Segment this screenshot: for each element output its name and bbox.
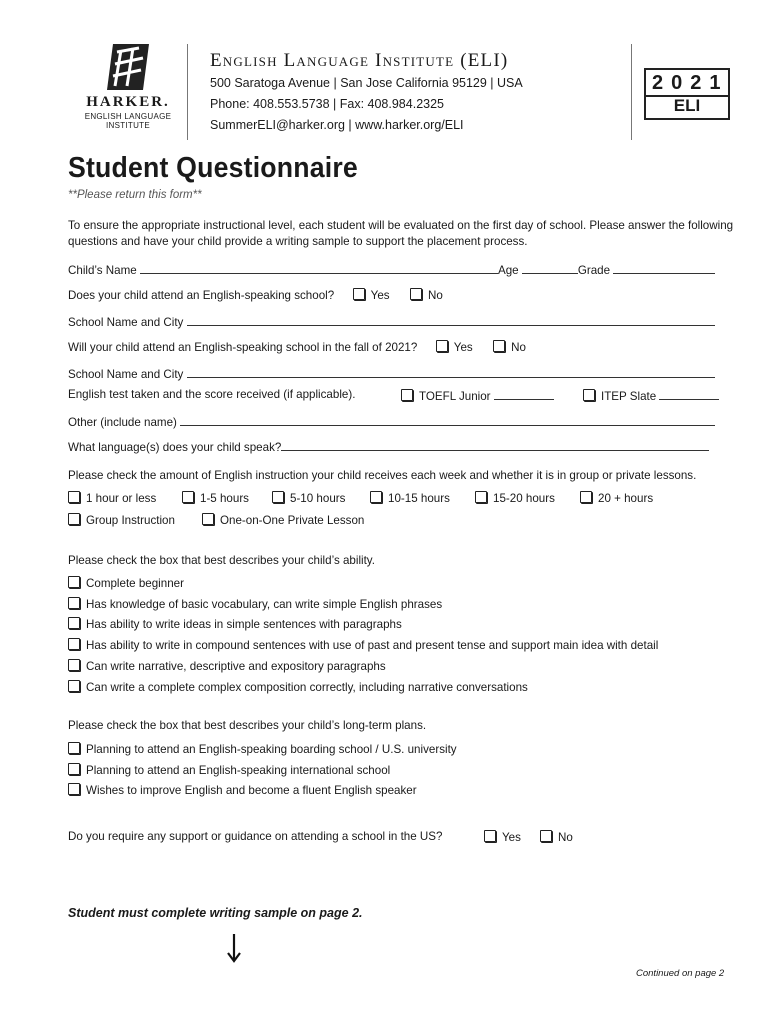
child-name-label: Child’s Name <box>68 264 137 277</box>
ability-label: Has ability to write in compound sentences with use of past and present tense and support main idea with detail <box>86 639 659 652</box>
year-badge <box>644 68 730 120</box>
ability-option-3[interactable] <box>68 638 658 652</box>
plans-label: Planning to attend an English-speaking international school <box>86 764 391 777</box>
hours-option-5[interactable] <box>580 491 653 505</box>
ability-option-1[interactable] <box>68 597 442 611</box>
ability-checkbox[interactable] <box>68 638 80 650</box>
toefl-label: TOEFL Junior <box>419 390 491 403</box>
other-field[interactable] <box>180 414 715 426</box>
hours-option-0[interactable] <box>68 491 156 505</box>
institute-name: English Language Institute (ELI) <box>210 50 509 71</box>
hours-checkbox[interactable] <box>580 491 592 503</box>
group-checkbox[interactable] <box>68 513 80 525</box>
logo-sub-line-1: ENGLISH LANGUAGE <box>84 112 172 121</box>
private-label: One-on-One Private Lesson <box>220 514 365 527</box>
hours-checkbox[interactable] <box>68 491 80 503</box>
page-title: Student Questionnaire <box>68 152 358 184</box>
school-city-label-2: School Name and City <box>68 368 184 381</box>
english-school-no-checkbox[interactable] <box>410 288 422 300</box>
plans-checkbox[interactable] <box>68 742 80 754</box>
fall-school-question: Will your child attend an English-speaking school in the fall of 2021? <box>68 341 418 354</box>
support-yes-checkbox[interactable] <box>484 830 496 842</box>
logo-sub-line-2: INSTITUTE <box>105 121 151 130</box>
ability-option-2[interactable] <box>68 617 402 631</box>
ability-checkbox[interactable] <box>68 680 80 692</box>
english-school-question: Does your child attend an English-speaking school? <box>68 289 335 302</box>
hours-option-4[interactable] <box>475 491 555 505</box>
english-school-yes-checkbox[interactable] <box>353 288 365 300</box>
intro-paragraph: To ensure the appropriate instructional level, each student will be evaluated on the first day of school. Please answer the following questions and have your child provide a writing sample to support the placement process. <box>68 219 734 248</box>
toefl-score-field[interactable] <box>494 388 554 400</box>
itep-checkbox[interactable] <box>583 389 595 401</box>
ability-checkbox[interactable] <box>68 617 80 629</box>
other-row <box>68 414 715 429</box>
school-city-field-2[interactable] <box>187 366 715 378</box>
plans-prompt: Please check the box that best describes your child’s long-term plans. <box>68 719 427 732</box>
logo-name: HARKER. <box>86 94 170 110</box>
page-subtitle: **Please return this form** <box>68 189 202 201</box>
hours-checkbox[interactable] <box>475 491 487 503</box>
plans-option-2[interactable] <box>68 783 417 797</box>
hours-label: 1 hour or less <box>86 492 157 505</box>
fall-school-no-checkbox[interactable] <box>493 340 505 352</box>
support-yes-option[interactable] <box>484 830 521 844</box>
ability-label: Can write a complete complex composition correctly, including narrative conversations <box>86 681 528 694</box>
hours-option-3[interactable] <box>370 491 450 505</box>
ability-option-5[interactable] <box>68 680 528 694</box>
support-question: Do you require any support or guidance on attending a school in the US? <box>68 830 443 843</box>
hours-label: 20 + hours <box>598 492 654 505</box>
languages-field[interactable] <box>281 439 709 451</box>
phone-fax: Phone: 408.553.5738 | Fax: 408.984.2325 <box>210 97 444 111</box>
hours-checkbox[interactable] <box>182 491 194 503</box>
plans-option-0[interactable] <box>68 742 457 756</box>
itep-option <box>583 388 719 403</box>
logo-subtitle <box>78 112 178 130</box>
harker-emblem-icon <box>103 42 155 92</box>
ability-label: Has ability to write ideas in simple sentences with paragraphs <box>86 618 402 631</box>
ability-prompt: Please check the box that best describes your child’s ability. <box>68 554 375 567</box>
english-test-label: English test taken and the score received (if applicable). <box>68 388 356 401</box>
english-test-row <box>68 388 355 401</box>
plans-option-1[interactable] <box>68 763 390 777</box>
year-number: 2021 <box>646 71 728 97</box>
school-city-row-2 <box>68 366 715 381</box>
english-school-no-label: No <box>428 289 443 302</box>
support-no-option[interactable] <box>540 830 573 844</box>
ability-checkbox[interactable] <box>68 597 80 609</box>
hours-label: 1-5 hours <box>200 492 249 505</box>
ability-label: Has knowledge of basic vocabulary, can write simple English phrases <box>86 598 443 611</box>
plans-label: Wishes to improve English and become a fluent English speaker <box>86 784 417 797</box>
hours-option-2[interactable] <box>272 491 345 505</box>
plans-checkbox[interactable] <box>68 763 80 775</box>
fall-school-row <box>68 340 526 354</box>
school-city-row-1 <box>68 314 715 329</box>
ability-label: Can write narrative, descriptive and expository paragraphs <box>86 660 386 673</box>
toefl-option <box>401 388 554 403</box>
itep-label: ITEP Slate <box>601 390 657 403</box>
fall-school-no-label: No <box>511 341 526 354</box>
support-no-checkbox[interactable] <box>540 830 552 842</box>
hours-checkbox[interactable] <box>370 491 382 503</box>
grade-field[interactable] <box>613 262 715 274</box>
child-info-row <box>68 262 715 277</box>
support-yes-label: Yes <box>502 831 521 844</box>
support-no-label: No <box>558 831 573 844</box>
languages-row <box>68 439 709 454</box>
writing-sample-note: Student must complete writing sample on page 2. <box>68 906 363 920</box>
ability-checkbox[interactable] <box>68 576 80 588</box>
private-checkbox[interactable] <box>202 513 214 525</box>
hours-checkbox[interactable] <box>272 491 284 503</box>
other-label: Other (include name) <box>68 416 177 429</box>
header-divider-right <box>631 44 632 140</box>
itep-score-field[interactable] <box>659 388 719 400</box>
email-website: SummerELI@harker.org | www.harker.org/ELI <box>210 118 464 132</box>
school-city-label: School Name and City <box>68 316 184 329</box>
instruction-type-private[interactable] <box>202 513 364 527</box>
hours-option-1[interactable] <box>182 491 249 505</box>
hours-label: 5-10 hours <box>290 492 346 505</box>
instruction-type-group[interactable] <box>68 513 175 527</box>
english-school-yes-label: Yes <box>370 289 390 302</box>
age-label: Age <box>497 264 519 277</box>
fall-school-yes-checkbox[interactable] <box>436 340 448 352</box>
grade-label: Grade <box>577 264 611 277</box>
program-tag: ELI <box>673 96 701 115</box>
group-label: Group Instruction <box>86 514 175 527</box>
instruction-prompt: Please check the amount of English instruction your child receives each week and whether it is in group or private lessons. <box>68 469 697 482</box>
ability-checkbox[interactable] <box>68 659 80 671</box>
child-name-field[interactable] <box>140 262 498 274</box>
languages-label: What language(s) does your child speak? <box>68 441 282 454</box>
plans-label: Planning to attend an English-speaking boarding school / U.S. university <box>86 743 457 756</box>
ability-option-4[interactable] <box>68 659 386 673</box>
continued-note: Continued on page 2 <box>636 968 725 979</box>
school-city-field-1[interactable] <box>187 314 715 326</box>
hours-label: 15-20 hours <box>493 492 555 505</box>
harker-logo <box>78 42 178 134</box>
ability-option-0[interactable] <box>68 576 184 590</box>
header-divider-left <box>187 44 188 140</box>
age-field[interactable] <box>522 262 578 274</box>
fall-school-yes-label: Yes <box>453 341 473 354</box>
plans-checkbox[interactable] <box>68 783 80 795</box>
arrow-down-icon <box>224 932 244 964</box>
address: 500 Saratoga Avenue | San Jose California 95129 | USA <box>210 76 523 90</box>
hours-label: 10-15 hours <box>388 492 450 505</box>
ability-label: Complete beginner <box>86 577 184 590</box>
toefl-checkbox[interactable] <box>401 389 413 401</box>
english-school-row <box>68 288 443 302</box>
